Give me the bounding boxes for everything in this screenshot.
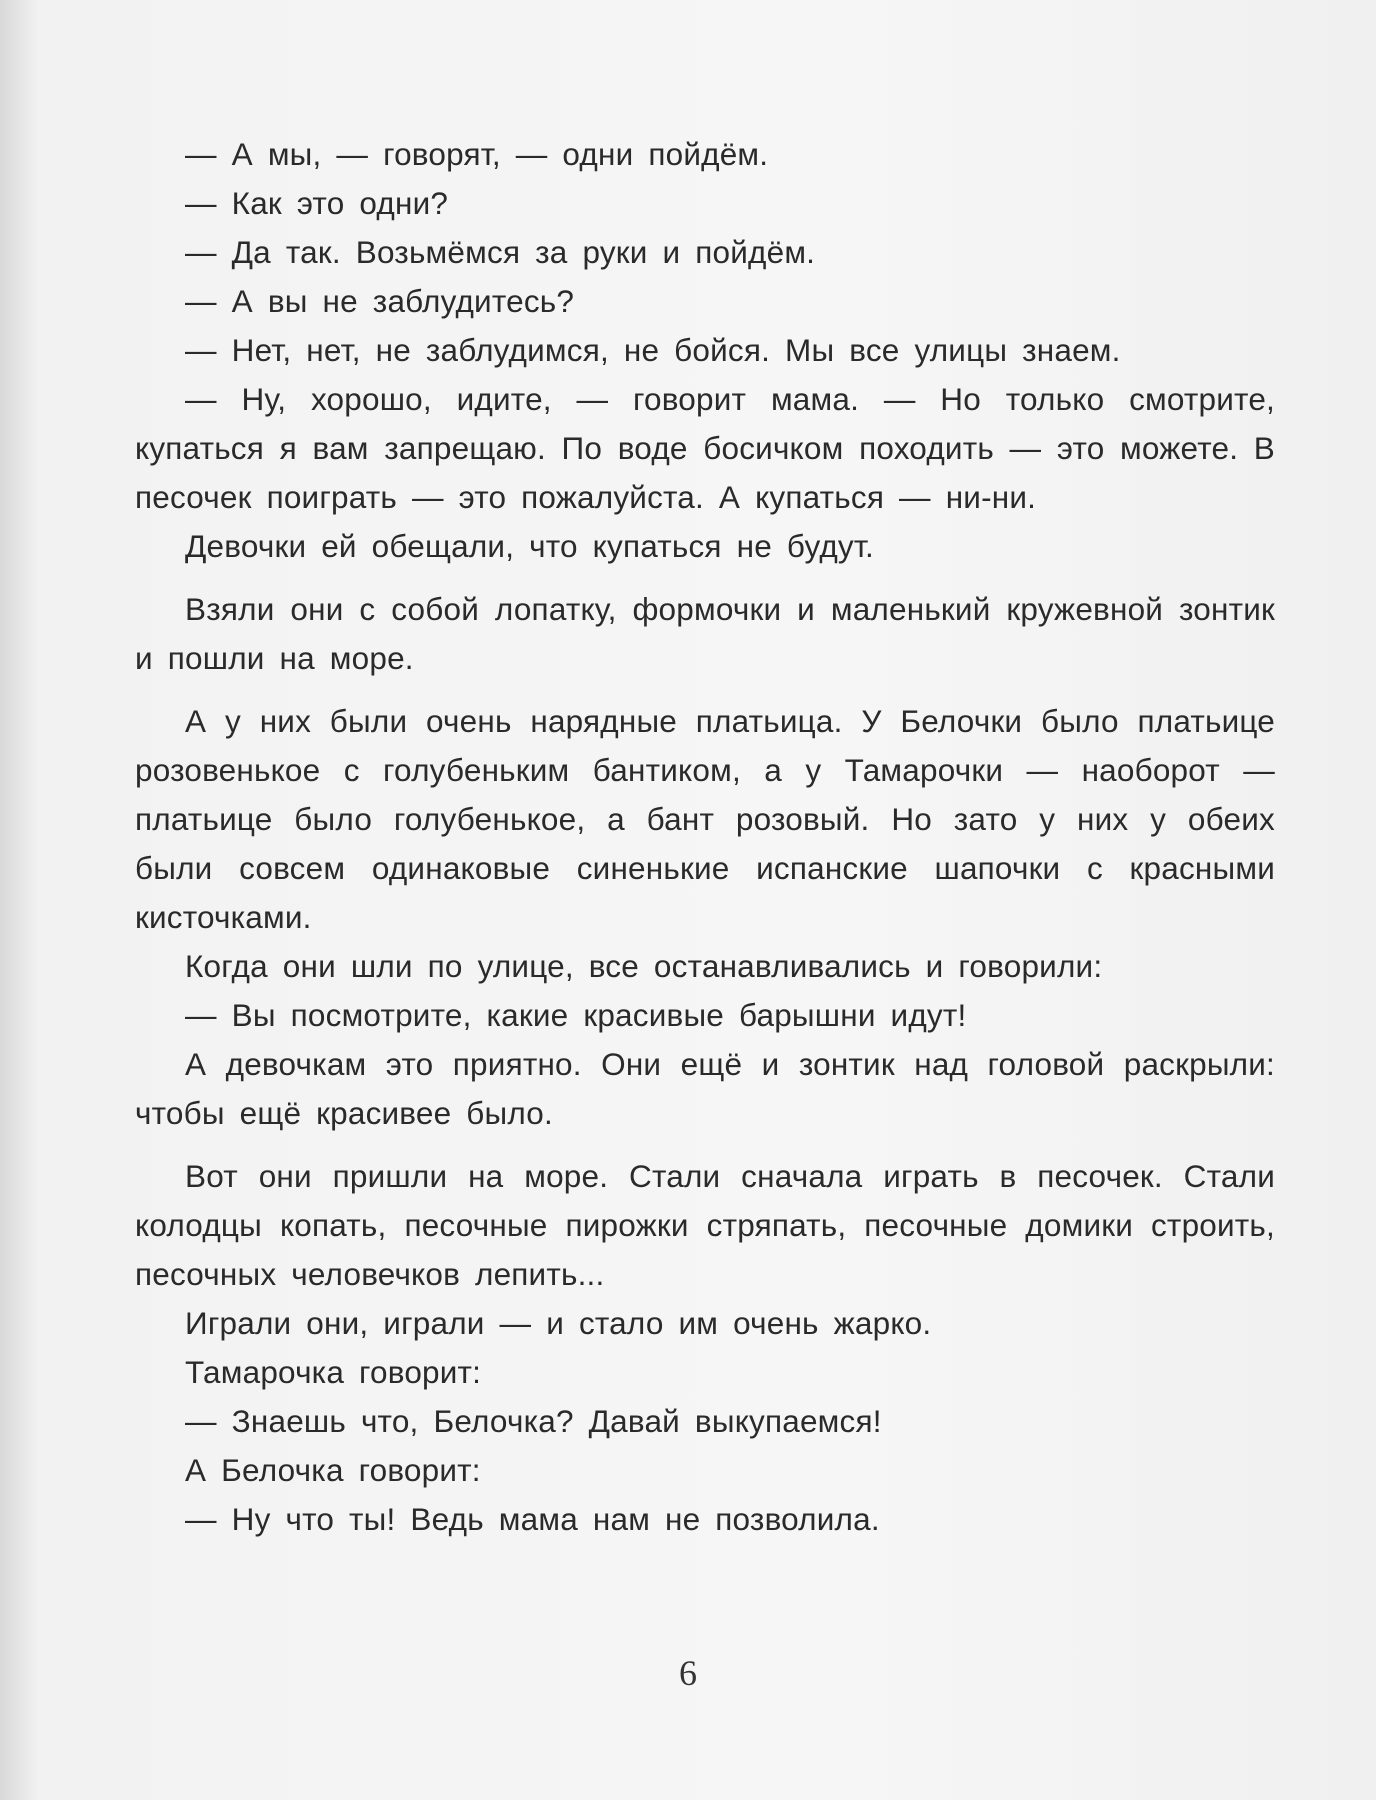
paragraph: — Как это одни? (185, 185, 449, 221)
page-number: 6 (679, 1653, 697, 1693)
paragraph: Тамарочка говорит: (185, 1354, 482, 1390)
paragraph: — Да так. Возьмёмся за руки и пойдём. (185, 234, 816, 270)
paragraph: Девочки ей обещали, что купаться не будут. (185, 528, 874, 564)
paragraph: Вот они пришли на море. Стали сначала играть в песочек. Стали колодцы копать, песочные пирожки стряпать, песочные домики строить, песочных человечков лепить... (135, 1158, 1275, 1292)
paragraph: — Нет, нет, не заблудимся, не бойся. Мы все улицы знаем. (185, 332, 1121, 368)
paragraph: А у них были очень нарядные платьица. У Белочки было платьице розовенькое с голубеньким бантиком, а у Тамарочки — наоборот — платьице было голубенькое, а бант розовый. Но зато у них у обеих были совсем одинаковые синенькие испанские шапочки с красными кисточками. (135, 703, 1275, 935)
body-text (135, 130, 1275, 1544)
paragraph: — А мы, — говорят, — одни пойдём. (185, 136, 769, 172)
paragraph: Играли они, играли — и стало им очень жарко. (185, 1305, 932, 1341)
paragraph: А Белочка говорит: (185, 1452, 481, 1488)
paragraph: А девочкам это приятно. Они ещё и зонтик над головой раскрыли: чтобы ещё красивее было. (135, 1046, 1275, 1131)
paragraph: — Ну, хорошо, идите, — говорит мама. — Но только смотрите, купаться я вам запрещаю. По воде босичком походить — это можете. В песочек поиграть — это пожалуйста. А купаться — ни-ни. (135, 381, 1275, 515)
paragraph: — А вы не заблудитесь? (185, 283, 575, 319)
paragraph: — Ну что ты! Ведь мама нам не позволила. (185, 1501, 880, 1537)
paragraph: Когда они шли по улице, все останавливались и говорили: (185, 948, 1103, 984)
paragraph: — Вы посмотрите, какие красивые барышни идут! (185, 997, 967, 1033)
paragraph: — Знаешь что, Белочка? Давай выкупаемся! (185, 1403, 882, 1439)
paragraph: Взяли они с собой лопатку, формочки и маленький кружевной зонтик и пошли на море. (135, 591, 1275, 676)
